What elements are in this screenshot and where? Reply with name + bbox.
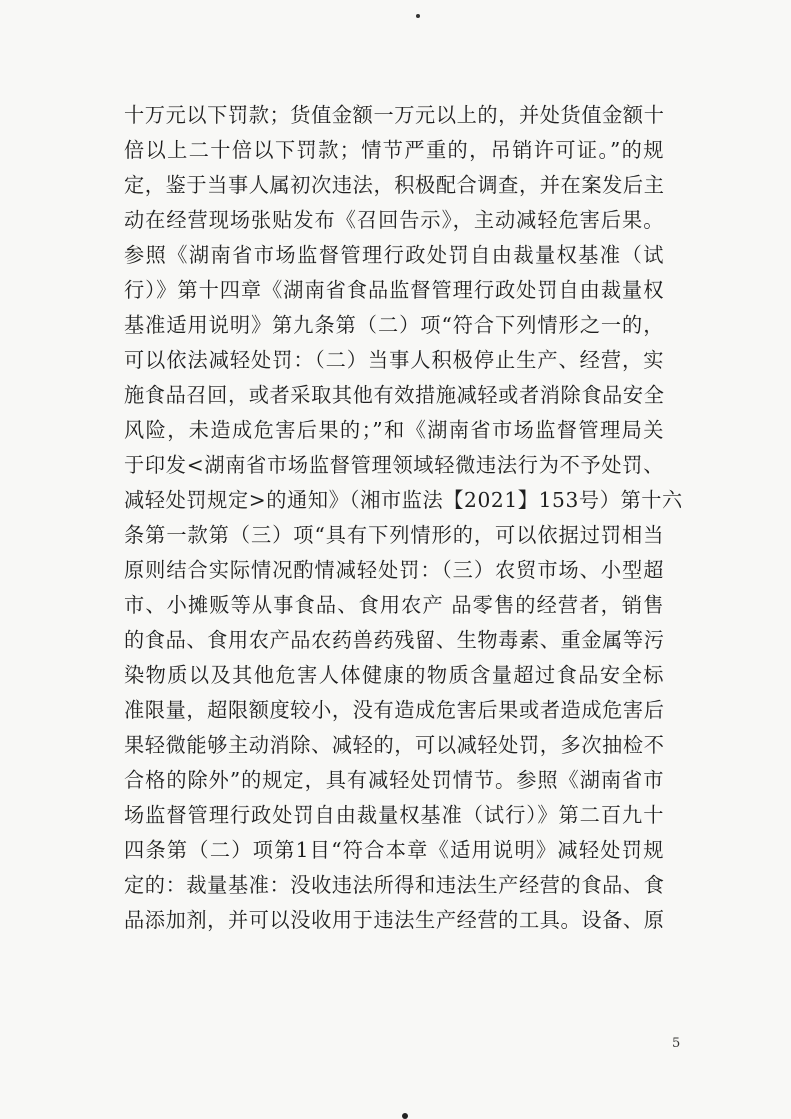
text-line: 定的：裁量基准：没收违法所得和违法生产经营的食品、食 [124, 873, 665, 897]
text-line: 定，鉴于当事人属初次违法，积极配合调查，并在案发后主 [124, 173, 665, 197]
text-line: 场监督管理行政处罚自由裁量权基准（试行）》第二百九十 [124, 803, 664, 827]
text-line: 条第一款第（三）项“具有下列情形的，可以依据过罚相当 [124, 523, 664, 547]
text-line: 合格的除外”的规定，具有减轻处罚情节。参照《湖南省市 [124, 768, 664, 792]
text-line: 于印发<湖南省市场监督管理领域轻微违法行为不予处罚、 [124, 453, 664, 477]
page-number: 5 [672, 1036, 681, 1051]
text-line: 可以依法减轻处罚：（二）当事人积极停止生产、经营，实 [124, 348, 664, 372]
text-line: 十万元以下罚款；货值金额一万元以上的，并处货值金额十 [124, 103, 665, 127]
text-line: 品添加剂，并可以没收用于违法生产经营的工具。设备、原 [124, 908, 665, 932]
text-line: 的食品、食用农产品农药兽药残留、生物毒素、重金属等污 [124, 628, 665, 652]
text-line: 原则结合实际情况酌情减轻处罚：（三）农贸市场、小型超 [124, 558, 664, 582]
scan-mark [402, 1113, 408, 1119]
text-line: 准限量，超限额度较小，没有造成危害后果或者造成危害后 [124, 698, 665, 722]
text-line: 施食品召回，或者采取其他有效措施减轻或者消除食品安全 [124, 383, 665, 407]
text-line: 行）》第十四章《湖南省食品监督管理行政处罚自由裁量权 [124, 278, 664, 302]
text-line: 果轻微能够主动消除、减轻的，可以减轻处罚，多次抽检不 [124, 733, 665, 757]
text-line: 四条第（二）项第1目“符合本章《适用说明》减轻处罚规 [124, 838, 664, 862]
scan-mark [416, 14, 420, 18]
text-line: 市、小摊贩等从事食品、食用农产 品零售的经营者，销售 [124, 593, 664, 617]
text-line: 风险，未造成危害后果的；”和《湖南省市场监督管理局关 [124, 418, 664, 442]
text-line: 参照《湖南省市场监督管理行政处罚自由裁量权基准（试 [124, 243, 664, 267]
body-text [124, 98, 683, 938]
text-line: 基准适用说明》第九条第（二）项“符合下列情形之一的， [124, 313, 664, 337]
text-line: 染物质以及其他危害人体健康的物质含量超过食品安全标 [124, 663, 664, 687]
text-line: 倍以上二十倍以下罚款；情节严重的，吊销许可证。”的规 [124, 138, 664, 162]
text-line: 减轻处罚规定>的通知》（湘市监法【2021】153号）第十六 [124, 488, 683, 512]
text-line: 动在经营现场张贴发布《召回告示》，主动减轻危害后果。 [124, 208, 664, 232]
